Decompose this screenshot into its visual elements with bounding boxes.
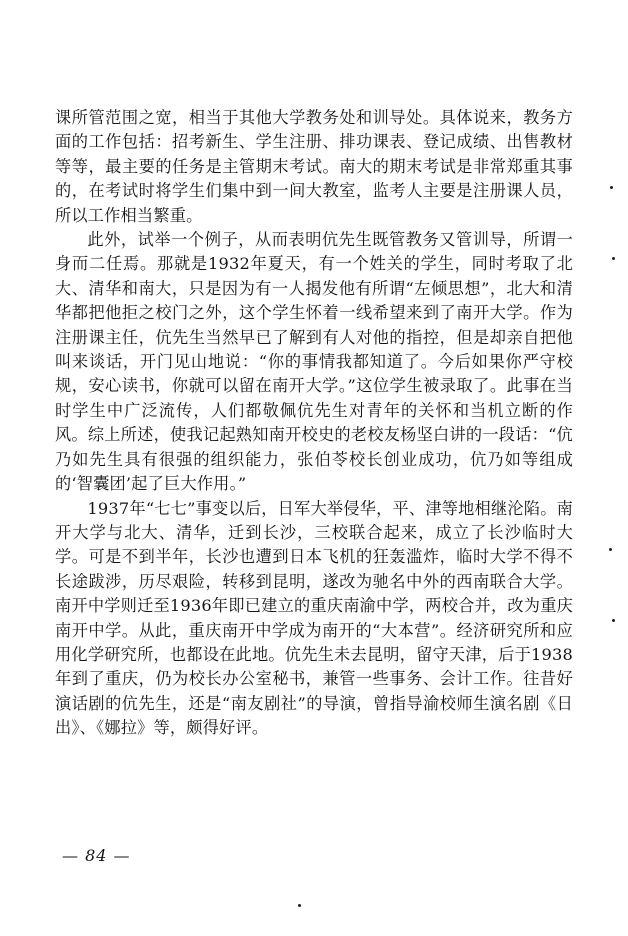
body-text — [55, 106, 573, 741]
paragraph-1: 课所管范围之宽，相当于其他大学教务处和训导处。具体说来，教务方面的工作包括：招考新生、学生注册、排功课表、登记成绩、出售教材等等，最主要的任务是主管期末考试。南大的期末考试是非常郑重其事的，在考试时将学生们集中到一间大教室，监考人主要是注册课人员，所以工作相当繁重。 — [55, 108, 573, 225]
scan-speck — [612, 257, 615, 260]
scan-speck — [298, 904, 301, 907]
paragraph-2: 此外，试举一个例子，从而表明伉先生既管教务又管训导，所谓一身而二任焉。那就是1932年夏天，有一个姓关的学生，同时考取了北大、清华和南大，只是因为有一人揭发他有所谓“左倾思想”，北大和清华都把他拒之校门之外，这个学生怀着一线希望来到了南开大学。作为注册课主任，伉先生当然早已了解到有人对他的指控，但是却亲自把他叫来谈话，开门见山地说：“你的事情我都知道了。今后如果你严守校规，安心读书，你就可以留在南开大学。”这位学生被录取了。此事在当时学生中广泛流传，人们都敬佩伉先生对青年的关怀和当机立断的作风。综上所述，使我记起熟知南开校史的老校友杨坚白讲的一段话：“伉乃如先生具有很强的组织能力，张伯苓校长创业成功，伉乃如等组成的‘智囊团’起了巨大作用。” — [55, 230, 573, 494]
scan-speck — [612, 619, 615, 622]
page-number: — 84 — — [62, 846, 131, 865]
scan-speck — [610, 186, 613, 189]
paragraph-3: 1937年“七七”事变以后，日军大举侵华，平、津等地相继沦陷。南开大学与北大、清华，迁到长沙，三校联合起来，成立了长沙临时大学。可是不到半年，长沙也遭到日本飞机的狂轰滥炸，临时大学不得不长途跋涉，历尽艰险，转移到昆明，遂改为驰名中外的西南联合大学。南开中学则迁至1936年即已建立的重庆南渝中学，两校合并，改为重庆南开中学。从此，重庆南开中学成为南开的“大本营”。经济研究所和应用化学研究所，也都设在此地。伉先生未去昆明，留守天津，后于1938年到了重庆，仍为校长办公室秘书，兼管一些事务、会计工作。往昔好演话剧的伉先生，还是“南友剧社”的导演，曾指导渝校师生演名剧《日出》、《娜拉》等，颇得好评。 — [55, 498, 573, 738]
scan-speck — [609, 548, 612, 551]
